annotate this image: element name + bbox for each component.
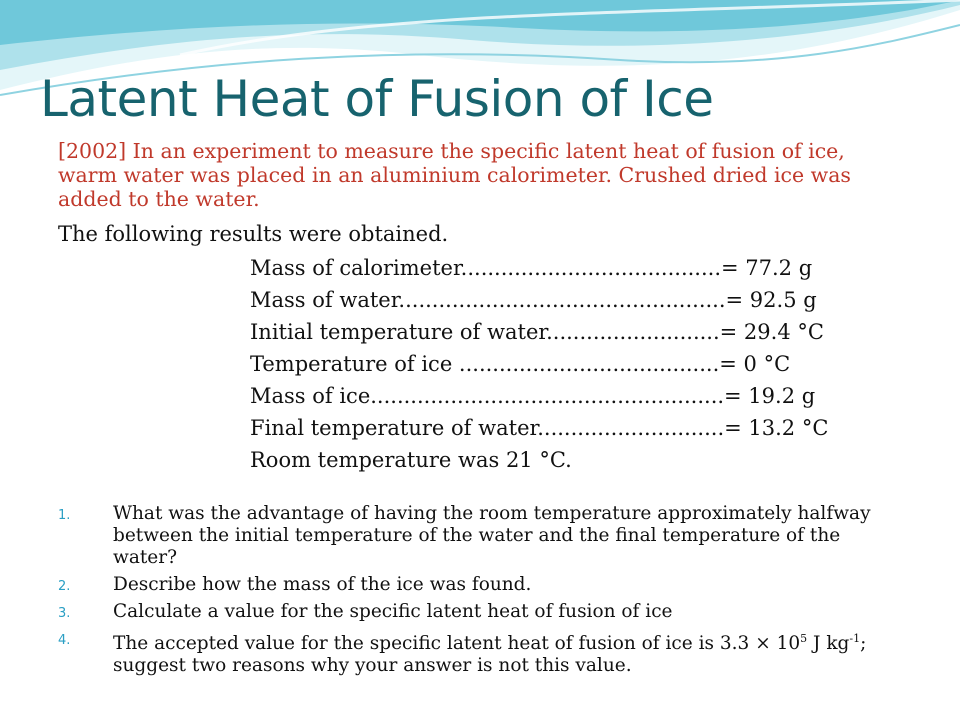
question-text xyxy=(113,633,866,676)
result-room-temperature: Room temperature was 21 °C. xyxy=(250,448,572,472)
question-text: What was the advantage of having the room temperature approximately halfway between the initial temperature of the water and the final temperature of the water? xyxy=(113,503,871,568)
question-text: Calculate a value for the specific latent heat of fusion of ice xyxy=(113,601,673,622)
question-number: 1. xyxy=(58,508,71,523)
exponent: -1 xyxy=(849,632,861,645)
question-text-part: J kg xyxy=(807,633,850,655)
question-item xyxy=(58,628,908,677)
question-text-part: The accepted value for the specific latent heat of fusion of ice is 3.3 × 10 xyxy=(113,633,801,655)
question-text-part: ; suggest two reasons why your answer is not this value. xyxy=(113,633,867,677)
question-number: 2. xyxy=(58,579,71,594)
result-initial-temperature: Initial temperature of water..........................= 29.4 °C xyxy=(250,320,824,344)
result-mass-ice: Mass of ice.....................................................= 19.2 g xyxy=(250,384,816,408)
result-mass-water: Mass of water.................................................= 92.5 g xyxy=(250,288,817,312)
question-number: 4. xyxy=(58,633,71,648)
result-temperature-ice: Temperature of ice .......................................= 0 °C xyxy=(250,352,791,376)
exponent: 5 xyxy=(800,632,808,645)
results-intro: The following results were obtained. xyxy=(58,222,449,246)
intro-paragraph: [2002] In an experiment to measure the specific latent heat of fusion of ice, warm water was placed in an aluminium calorimeter. Crushed dried ice was added to the water. xyxy=(58,139,851,211)
question-item xyxy=(58,503,908,569)
question-item xyxy=(58,601,908,623)
question-item xyxy=(58,574,908,596)
result-mass-calorimeter: Mass of calorimeter.......................................= 77.2 g xyxy=(250,256,813,280)
slide-title: Latent Heat of Fusion of Ice xyxy=(40,70,714,128)
questions-list xyxy=(58,503,908,682)
results-list xyxy=(250,252,828,476)
question-text: Describe how the mass of the ice was found. xyxy=(113,574,532,595)
question-number: 3. xyxy=(58,606,71,621)
result-final-temperature: Final temperature of water............................= 13.2 °C xyxy=(250,416,829,440)
